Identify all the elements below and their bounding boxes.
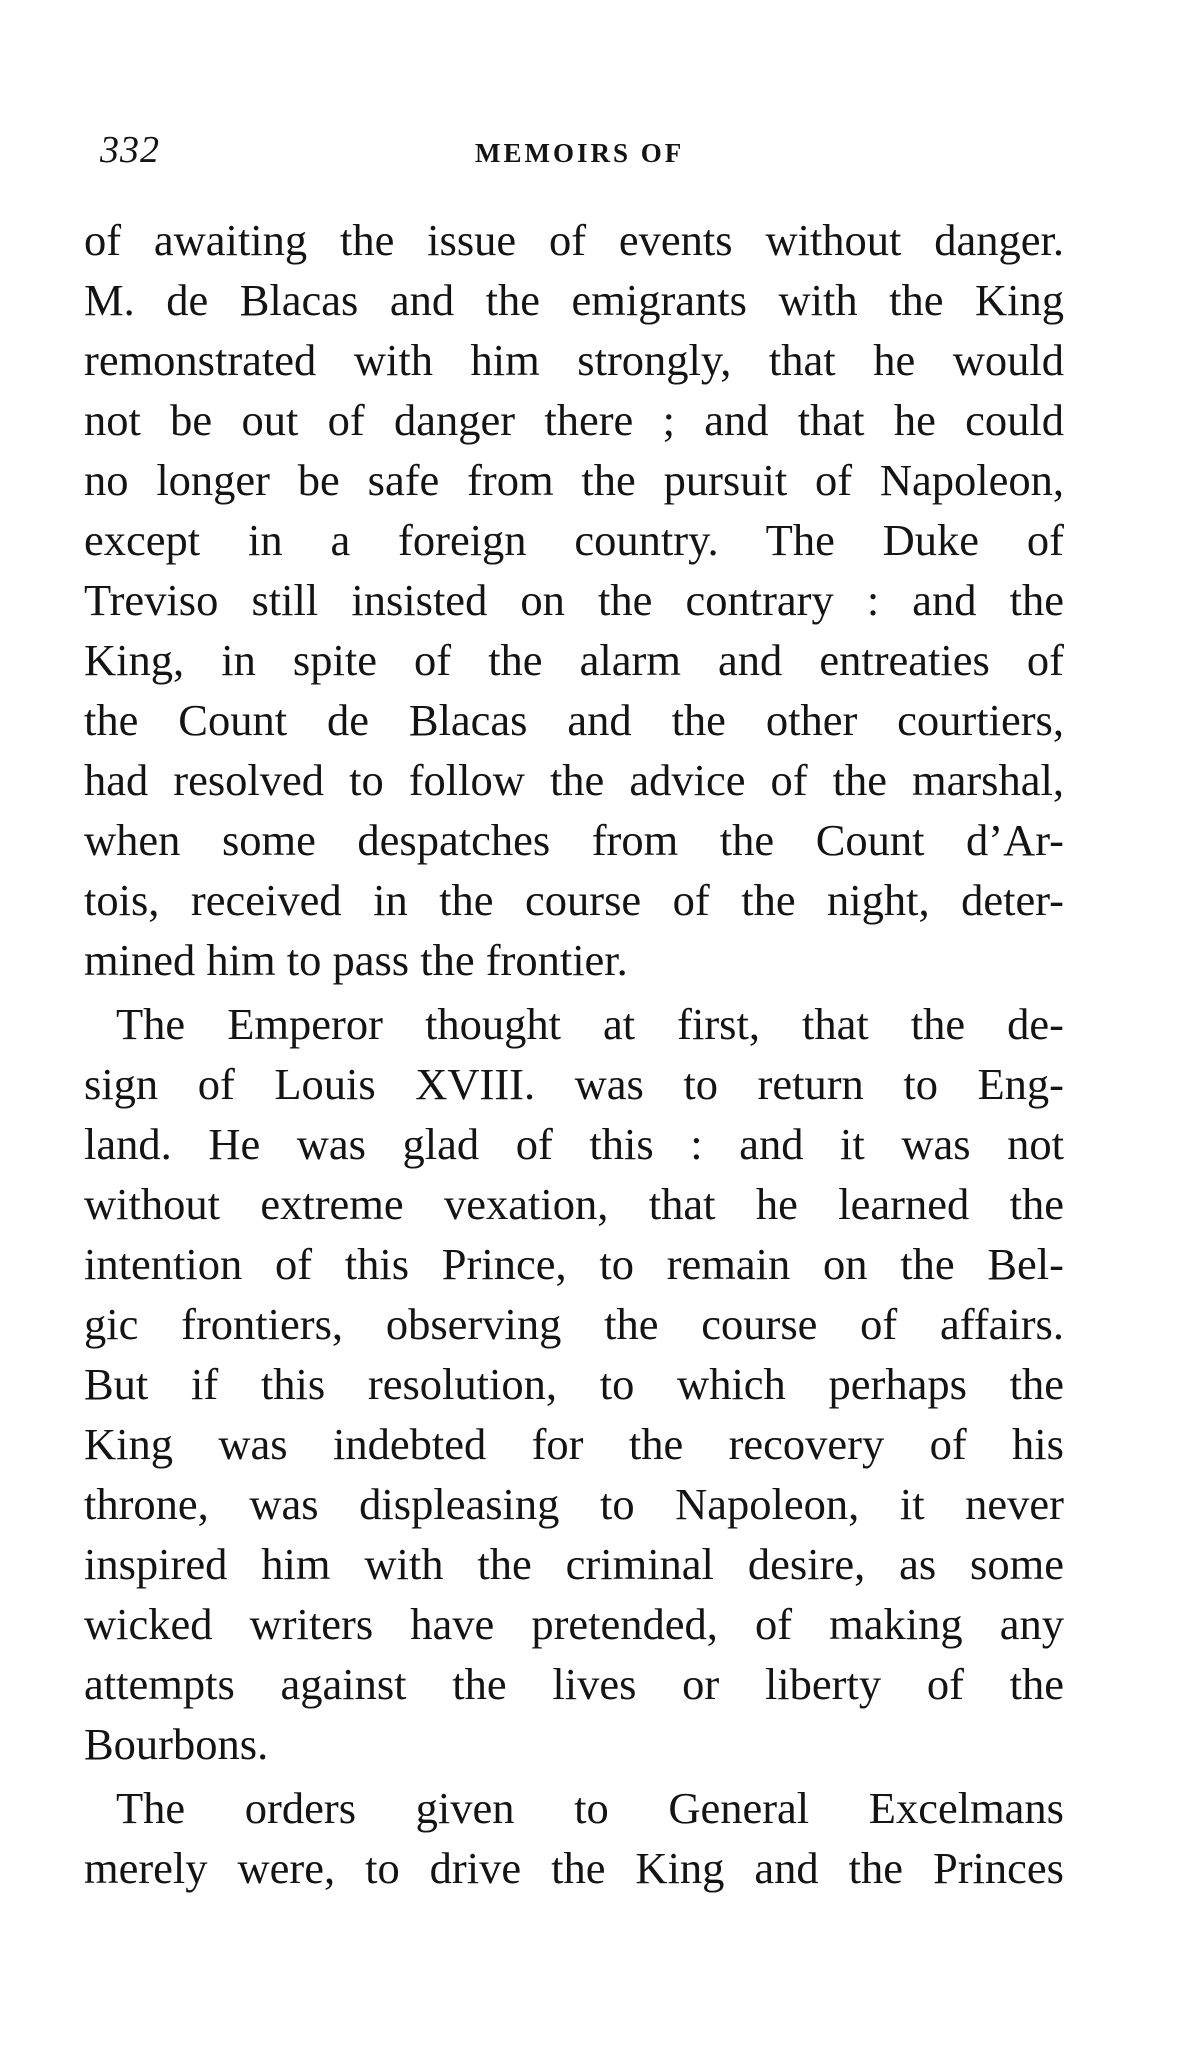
running-title: MEMOIRS OF <box>475 138 685 168</box>
text-line: sign of Louis XVIII. was to return to Eng- <box>84 1059 1064 1109</box>
text-line: gic frontiers, observing the course of affairs. <box>84 1299 1064 1349</box>
text-line: inspired him with the criminal desire, as some <box>84 1539 1064 1589</box>
text-line: mined him to pass the frontier. <box>84 935 628 985</box>
text-line: the Count de Blacas and the other courtiers, <box>84 695 1064 745</box>
paragraph <box>84 994 1064 1774</box>
body-text <box>84 210 1064 1898</box>
paragraph <box>84 210 1064 990</box>
text-line: The Emperor thought at first, that the de- <box>116 999 1064 1049</box>
text-line: had resolved to follow the advice of the marshal, <box>84 755 1064 805</box>
text-line: Bourbons. <box>84 1719 269 1769</box>
text-line: King, in spite of the alarm and entreaties of <box>84 635 1064 685</box>
text-line: M. de Blacas and the emigrants with the King <box>84 275 1064 325</box>
text-line: not be out of danger there ; and that he could <box>84 395 1064 445</box>
text-line: throne, was displeasing to Napoleon, it never <box>84 1479 1064 1529</box>
text-line: without extreme vexation, that he learned the <box>84 1179 1064 1229</box>
text-line: land. He was glad of this : and it was not <box>84 1119 1064 1169</box>
text-line: remonstrated with him strongly, that he would <box>84 335 1064 385</box>
text-line: wicked writers have pretended, of making any <box>84 1599 1064 1649</box>
text-line: King was indebted for the recovery of his <box>84 1419 1064 1469</box>
text-line: when some despatches from the Count d’Ar- <box>84 815 1064 865</box>
text-line: But if this resolution, to which perhaps the <box>84 1359 1064 1409</box>
text-line: intention of this Prince, to remain on the Bel- <box>84 1239 1064 1289</box>
text-line: attempts against the lives or liberty of the <box>84 1659 1064 1709</box>
text-line: no longer be safe from the pursuit of Napoleon, <box>84 455 1064 505</box>
text-line: The orders given to General Excelmans <box>116 1783 1064 1833</box>
paragraph <box>84 1778 1064 1898</box>
text-line: tois, received in the course of the night, deter- <box>84 875 1064 925</box>
text-line: merely were, to drive the King and the Princes <box>84 1843 1064 1893</box>
page-number: 332 <box>100 129 160 171</box>
text-line: Treviso still insisted on the contrary : and the <box>84 575 1064 625</box>
running-head <box>100 128 1075 188</box>
text-line: of awaiting the issue of events without danger. <box>84 215 1064 265</box>
text-line: except in a foreign country. The Duke of <box>84 515 1064 565</box>
